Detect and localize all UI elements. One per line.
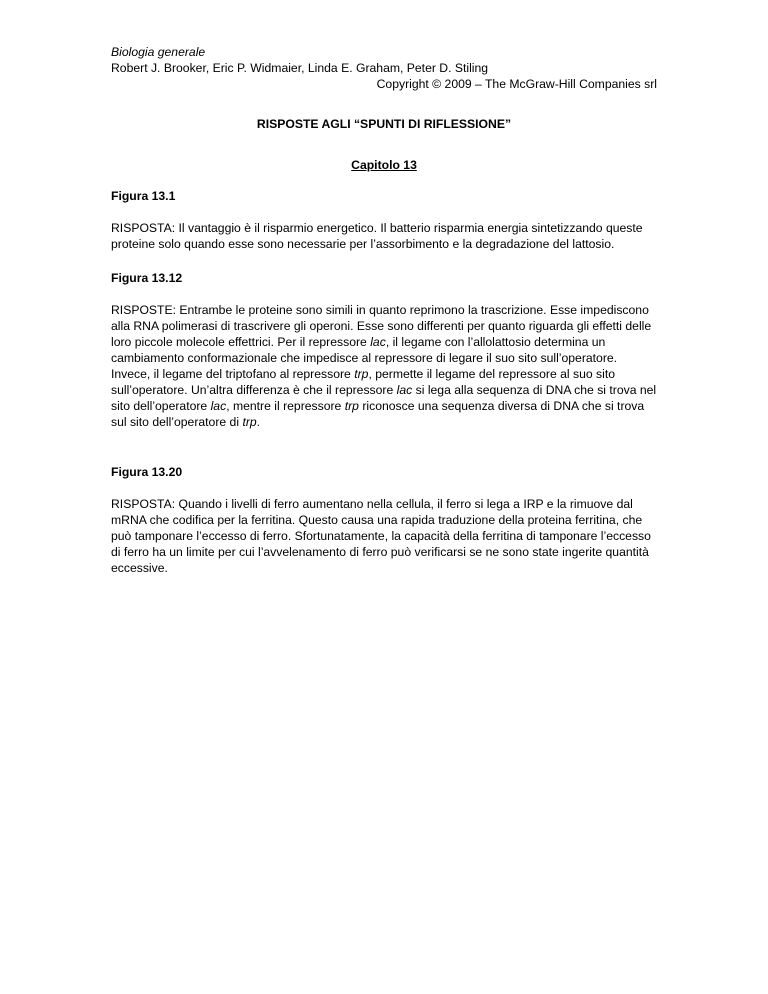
chapter-title: Capitolo 13 (351, 158, 417, 172)
document-page (111, 44, 657, 576)
section-heading-13-1: Figura 13.1 (111, 189, 176, 203)
section-heading-13-12: Figura 13.12 (111, 271, 183, 285)
authors-line: Robert J. Brooker, Eric P. Widmaier, Linda E. Graham, Peter D. Stiling (111, 61, 489, 75)
answer-13-12: RISPOSTE: Entrambe le proteine sono simili in quanto reprimono la trascrizione. Esse impediscono alla RNA polimerasi di trascrivere gli operoni. Esse sono differenti per quanto riguarda gli effetti delle loro piccole molecole effettrici. Per il repressore lac, il legame con l’allolattosio determina un cambiamento conformazionale che impedisce al repressore di legare il suo sito sull’operatore. Invece, il legame del triptofano al repressore trp, permette il legame del repressore al suo sito sull’operatore. Un’altra differenza è che il repressore lac si lega alla sequenza di DNA che si trova nel sito dell’operatore lac, mentre il repressore trp riconosce una sequenza diversa di DNA che si trova sul sito dell’operatore di trp. (111, 303, 657, 429)
book-title: Biologia generale (111, 45, 206, 59)
document-title: RISPOSTE AGLI “SPUNTI DI RIFLESSIONE” (256, 117, 512, 131)
copyright-line: Copyright © 2009 – The McGraw-Hill Companies srl (376, 77, 657, 91)
section-heading-13-20: Figura 13.20 (111, 465, 183, 479)
answer-13-20: RISPOSTA: Quando i livelli di ferro aumentano nella cellula, il ferro si lega a IRP e la rimuove dal mRNA che codifica per la ferritina. Questo causa una rapida traduzione della proteina ferritina, che può tamponare l’eccesso di ferro. Sfortunatamente, la capacità della ferritina di tamponare l’eccesso di ferro ha un limite per cui l’avvelenamento di ferro può verificarsi se ne sono state ingerite quantità eccessive. (111, 497, 651, 575)
answer-13-1: RISPOSTA: Il vantaggio è il risparmio energetico. Il batterio risparmia energia sintetizzando queste proteine solo quando esse sono necessarie per l’assorbimento e la degradazione del lattosio. (111, 221, 643, 251)
